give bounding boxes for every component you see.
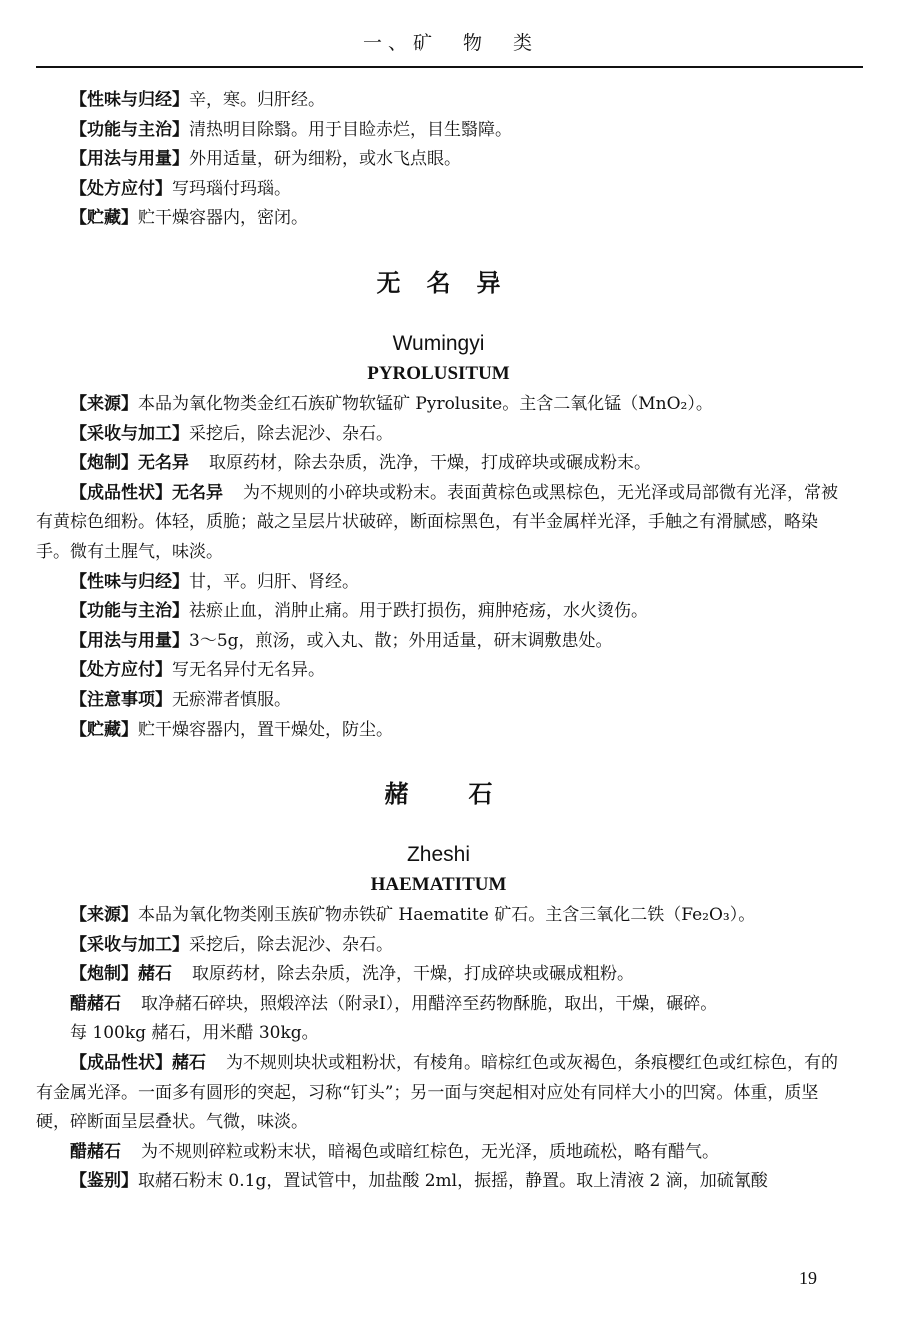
top-usage: 【用法与用量】外用适量，研为细粉，或水飞点眼。 <box>70 149 461 170</box>
entry2-vinegar-characteristics: 醋赭石 为不规则碎粒或粉末状，暗褐色或暗红棕色，无光泽，质地疏松，略有醋气。 <box>70 1141 719 1162</box>
entry2-source: 【来源】本品为氧化物类刚玉族矿物赤铁矿 Haematite 矿石。主含三氧化二铁（Fe₂O₃）。 <box>70 905 756 926</box>
header-rule <box>36 66 863 68</box>
entry2-identification: 【鉴别】取赭石粉末 0.1g，置试管中，加盐酸 2ml，振摇，静置。取上清液 2 滴，加硫氰酸 <box>70 1171 768 1192</box>
entry2-latin: HAEMATITUM <box>370 874 507 896</box>
running-head: 一、矿 物 类 <box>362 32 538 54</box>
entry2-vinegar-processing: 醋赭石 取净赭石碎块，照煅淬法（附录Ⅰ），用醋淬至药物酥脆，取出，干燥，碾碎。 <box>70 993 718 1014</box>
entry1-latin: PYROLUSITUM <box>367 362 510 384</box>
entry1-prescription: 【处方应付】写无名异付无名异。 <box>70 660 325 681</box>
top-prescription: 【处方应付】写玛瑙付玛瑙。 <box>70 178 291 199</box>
page-number: 19 <box>799 1268 817 1288</box>
top-taste: 【性味与归经】辛，寒。归肝经。 <box>70 90 325 110</box>
page-content <box>36 86 841 1197</box>
entry1-harvest: 【采收与加工】采挖后，除去泥沙、杂石。 <box>70 423 393 444</box>
top-function: 【功能与主治】清热明目除翳。用于目睑赤烂，目生翳障。 <box>70 119 512 140</box>
entry1-pinyin: Wumingyi <box>392 331 485 355</box>
entry2-vinegar-ratio: 每 100kg 赭石，用米醋 30kg。 <box>70 1023 319 1044</box>
entry2-pinyin: Zheshi <box>406 843 471 867</box>
top-storage: 【贮藏】贮干燥容器内，密闭。 <box>70 208 308 229</box>
entry1-source: 【来源】本品为氧化物类金红石族矿物软锰矿 Pyrolusite。主含二氧化锰（MnO₂）。 <box>70 393 713 414</box>
entry1-function: 【功能与主治】祛瘀止血，消肿止痛。用于跌打损伤，痈肿疮疡，水火烫伤。 <box>70 601 648 622</box>
entry2-characteristics: 【成品性状】赭石 为不规则块状或粗粉状，有棱角。暗棕红色或灰褐色，条痕樱红色或红棕色，有的有金属光泽。一面多有圆形的突起，习称“钉头”；另一面与突起相对应处有同样大小的凹窝。体重，质坚硬，碎断面呈层叠状。气微，味淡。 <box>36 1053 838 1133</box>
entry2-processing: 【炮制】赭石 取原药材，除去杂质，洗净，干燥，打成碎块或碾成粗粉。 <box>70 964 634 985</box>
entry1-characteristics: 【成品性状】无名异 为不规则的小碎块或粉末。表面黄棕色或黑棕色，无光泽或局部微有光泽，常被有黄棕色细粉。体轻，质脆；敲之呈层片状破碎，断面棕黑色，有半金属样光泽，手触之有滑腻感，略染手。微有土腥气，味淡。 <box>36 482 838 562</box>
entry2-title: 赭石 <box>384 780 553 809</box>
entry2-harvest: 【采收与加工】采挖后，除去泥沙、杂石。 <box>70 934 393 955</box>
entry1-storage: 【贮藏】贮干燥容器内，置干燥处，防尘。 <box>70 719 393 740</box>
entry1-caution: 【注意事项】无瘀滞者慎服。 <box>70 689 291 710</box>
entry1-taste: 【性味与归经】甘，平。归肝、肾经。 <box>70 571 359 592</box>
entry1-title: 无名异 <box>376 268 527 297</box>
entry1-usage: 【用法与用量】3～5g，煎汤，或入丸、散；外用适量，研末调敷患处。 <box>70 630 613 651</box>
entry1-processing: 【炮制】无名异 取原药材，除去杂质，洗净，干燥，打成碎块或碾成粉末。 <box>70 453 651 474</box>
